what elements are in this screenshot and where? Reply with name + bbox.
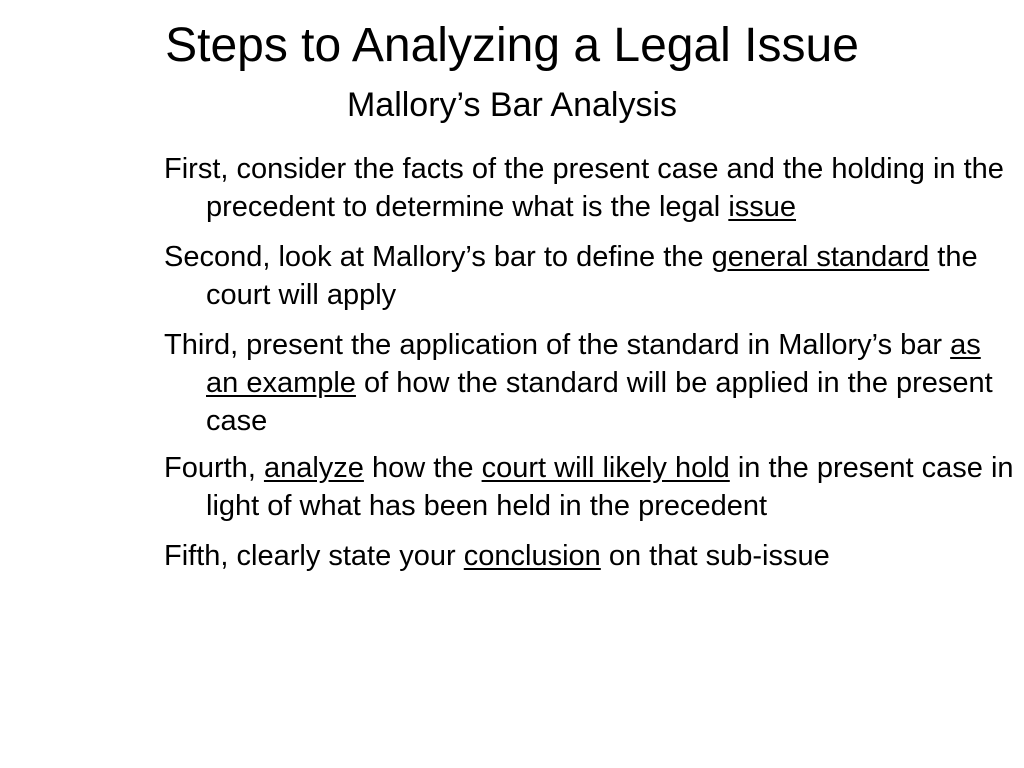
step-first bbox=[164, 150, 1014, 226]
step-emphasis: general standard bbox=[711, 241, 930, 273]
step-text: Fourth, bbox=[164, 452, 264, 484]
step-text: the court will apply bbox=[206, 241, 978, 311]
step-text: First, consider the facts of the present case and the holding in the precedent to determine what is the legal bbox=[164, 153, 1004, 223]
step-emphasis: analyze bbox=[263, 452, 364, 484]
step-text: how the bbox=[363, 452, 482, 484]
step-fourth bbox=[164, 449, 1014, 525]
step-third bbox=[164, 326, 1014, 440]
slide-subtitle bbox=[0, 84, 1024, 126]
steps-list bbox=[164, 150, 1014, 587]
step-text: of how the standard will be applied in the present case bbox=[206, 367, 993, 437]
step-second bbox=[164, 238, 1014, 314]
step-text: Second, look at Mallory’s bar to define the bbox=[164, 241, 712, 273]
step-emphasis: as an example bbox=[206, 329, 981, 399]
step-text: Fifth, clearly state your bbox=[164, 540, 464, 572]
slide-title: Steps to Analyzing a Legal Issue bbox=[165, 19, 859, 72]
step-emphasis: issue bbox=[728, 191, 797, 223]
subtitle-text: Mallory’s Bar Analysis bbox=[346, 86, 678, 124]
step-emphasis: court will likely hold bbox=[481, 452, 730, 484]
step-text: in the present case in light of what has been held in the precedent bbox=[206, 452, 1014, 522]
step-fifth bbox=[164, 537, 1014, 575]
step-emphasis: conclusion bbox=[463, 540, 601, 572]
step-text: on that sub-issue bbox=[600, 540, 830, 572]
step-text: Third, present the application of the standard in Mallory’s bar bbox=[164, 329, 951, 361]
